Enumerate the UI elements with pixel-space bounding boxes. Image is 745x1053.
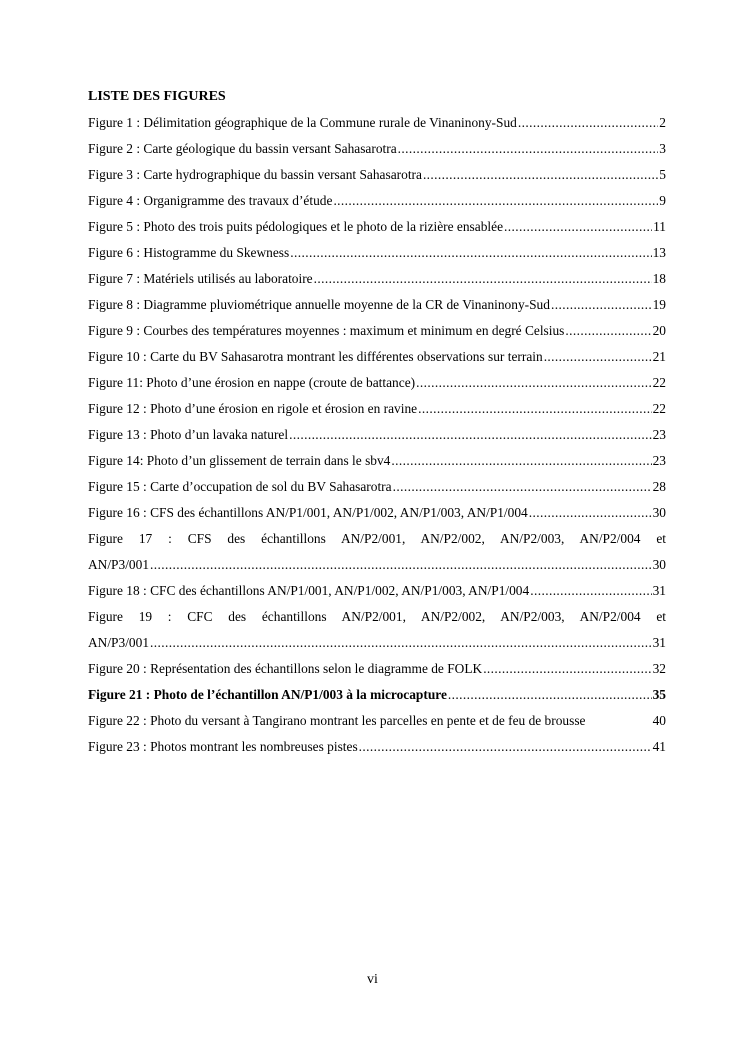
- toc-entry[interactable]: [88, 682, 666, 708]
- toc-entry-title: Figure 6 : Histogramme du Skewness: [88, 245, 290, 260]
- toc-entry[interactable]: [88, 474, 666, 500]
- toc-entry[interactable]: [88, 162, 666, 188]
- toc-entry-title-continued: AN/P3/001: [88, 635, 150, 650]
- leader-dots: [398, 136, 659, 162]
- toc-entry-title: Figure 2 : Carte géologique du bassin versant Sahasarotra: [88, 141, 397, 156]
- toc-entry-title: Figure 11: Photo d’une érosion en nappe (croute de battance): [88, 375, 416, 390]
- list-of-figures: [88, 86, 666, 760]
- toc-entry-continuation: [88, 630, 666, 656]
- leader-dots: [416, 370, 652, 396]
- leader-dots: [518, 110, 658, 136]
- toc-entry[interactable]: [88, 318, 666, 344]
- toc-entry[interactable]: [88, 656, 666, 682]
- toc-entry-page: 40: [652, 713, 666, 728]
- toc-entry-continuation: [88, 552, 666, 578]
- toc-entry-page: 19: [652, 297, 666, 312]
- leader-dots: [448, 682, 652, 708]
- toc-entry[interactable]: [88, 240, 666, 266]
- toc-entry[interactable]: [88, 136, 666, 162]
- toc-entry-title: Figure 15 : Carte d’occupation de sol du BV Sahasarotra: [88, 479, 392, 494]
- toc-entry[interactable]: [88, 578, 666, 604]
- figure-list: [88, 110, 666, 760]
- toc-entry-title: Figure 17 : CFS des échantillons AN/P2/001, AN/P2/002, AN/P2/003, AN/P2/004 et: [88, 531, 666, 546]
- leader-dots: [289, 422, 652, 448]
- leader-dots: [359, 734, 652, 760]
- toc-entry[interactable]: [88, 500, 666, 526]
- toc-entry-title: Figure 1 : Délimitation géographique de la Commune rurale de Vinaninony-Sud: [88, 115, 517, 130]
- leader-dots: [529, 500, 652, 526]
- leader-dots: [150, 552, 652, 578]
- toc-entry-title: Figure 8 : Diagramme pluviométrique annuelle moyenne de la CR de Vinaninony-Sud: [88, 297, 550, 312]
- leader-dots: [551, 292, 652, 318]
- toc-entry-title: Figure 7 : Matériels utilisés au laboratoire: [88, 271, 313, 286]
- toc-entry-title: Figure 14: Photo d’un glissement de terrain dans le sbv4: [88, 453, 391, 468]
- toc-entry-title: Figure 10 : Carte du BV Sahasarotra montrant les différentes observations sur terrain: [88, 349, 543, 364]
- toc-entry-page: 30: [652, 557, 666, 572]
- leader-dots: [290, 240, 651, 266]
- toc-entry[interactable]: [88, 396, 666, 422]
- toc-entry[interactable]: [88, 448, 666, 474]
- leader-dots: [530, 578, 651, 604]
- toc-entry-page: 23: [652, 427, 666, 442]
- toc-entry-page: 21: [652, 349, 666, 364]
- toc-entry-title: Figure 9 : Courbes des températures moyennes : maximum et minimum en degré Celsius: [88, 323, 565, 338]
- toc-entry-page: 31: [652, 583, 666, 598]
- toc-entry-page: 41: [652, 739, 666, 754]
- leader-dots: [333, 188, 658, 214]
- toc-entry-title: Figure 3 : Carte hydrographique du bassin versant Sahasarotra: [88, 167, 422, 182]
- toc-entry-page: 28: [652, 479, 666, 494]
- toc-entry-page: 32: [652, 661, 666, 676]
- toc-entry[interactable]: [88, 734, 666, 760]
- leader-dots: [391, 448, 651, 474]
- toc-entry-page: 30: [652, 505, 666, 520]
- toc-entry-title: Figure 5 : Photo des trois puits pédologiques et le photo de la rizière ensablée: [88, 219, 504, 234]
- toc-entry-title: Figure 21 : Photo de l’échantillon AN/P1/003 à la microcapture: [88, 687, 447, 702]
- leader-dots: [418, 396, 651, 422]
- toc-entry[interactable]: [88, 422, 666, 448]
- toc-entry-title: Figure 22 : Photo du versant à Tangirano montrant les parcelles en pente et de feu de brousse: [88, 713, 586, 728]
- toc-entry[interactable]: [88, 604, 666, 656]
- toc-entry[interactable]: [88, 292, 666, 318]
- toc-entry-page: 9: [659, 193, 666, 208]
- leader-dots: [314, 266, 652, 292]
- toc-entry[interactable]: [88, 344, 666, 370]
- toc-entry[interactable]: [88, 188, 666, 214]
- toc-entry-page: 22: [652, 375, 666, 390]
- toc-entry-page: 22: [652, 401, 666, 416]
- toc-entry-title: Figure 13 : Photo d’un lavaka naturel: [88, 427, 289, 442]
- leader-dots: [423, 162, 658, 188]
- toc-entry-page: 23: [652, 453, 666, 468]
- toc-entry[interactable]: [88, 708, 666, 734]
- toc-entry-page: 11: [653, 219, 666, 234]
- page-title: LISTE DES FIGURES: [88, 89, 226, 104]
- toc-entry-page: 18: [652, 271, 666, 286]
- toc-entry[interactable]: [88, 370, 666, 396]
- toc-entry-page: 2: [659, 115, 666, 130]
- leader-dots: [150, 630, 652, 656]
- leader-dots: [544, 344, 652, 370]
- toc-entry-title: Figure 4 : Organigramme des travaux d’étude: [88, 193, 333, 208]
- toc-entry[interactable]: [88, 266, 666, 292]
- toc-entry[interactable]: [88, 526, 666, 578]
- toc-entry-title: Figure 16 : CFS des échantillons AN/P1/001, AN/P1/002, AN/P1/003, AN/P1/004: [88, 505, 528, 520]
- toc-entry-page: 3: [659, 141, 666, 156]
- leader-dots: [565, 318, 651, 344]
- toc-entry-title-continued: AN/P3/001: [88, 557, 150, 572]
- toc-entry-page: 5: [659, 167, 666, 182]
- toc-entry-title: Figure 19 : CFC des échantillons AN/P2/001, AN/P2/002, AN/P2/003, AN/P2/004 et: [88, 609, 666, 624]
- leader-dots: [483, 656, 651, 682]
- toc-entry-page: 35: [652, 687, 666, 702]
- toc-entry[interactable]: [88, 110, 666, 136]
- toc-entry-title: Figure 18 : CFC des échantillons AN/P1/001, AN/P1/002, AN/P1/003, AN/P1/004: [88, 583, 530, 598]
- toc-entry-page: 13: [652, 245, 666, 260]
- toc-entry[interactable]: [88, 214, 666, 240]
- leader-dots: [393, 474, 652, 500]
- toc-entry-page: 31: [652, 635, 666, 650]
- toc-entry-title: Figure 23 : Photos montrant les nombreuses pistes: [88, 739, 358, 754]
- toc-entry-page: 20: [652, 323, 666, 338]
- toc-entry-title: Figure 20 : Représentation des échantillons selon le diagramme de FOLK: [88, 661, 483, 676]
- page-number: vi: [367, 972, 378, 987]
- leader-dots: [504, 214, 652, 240]
- toc-entry-title: Figure 12 : Photo d’une érosion en rigole et érosion en ravine: [88, 401, 418, 416]
